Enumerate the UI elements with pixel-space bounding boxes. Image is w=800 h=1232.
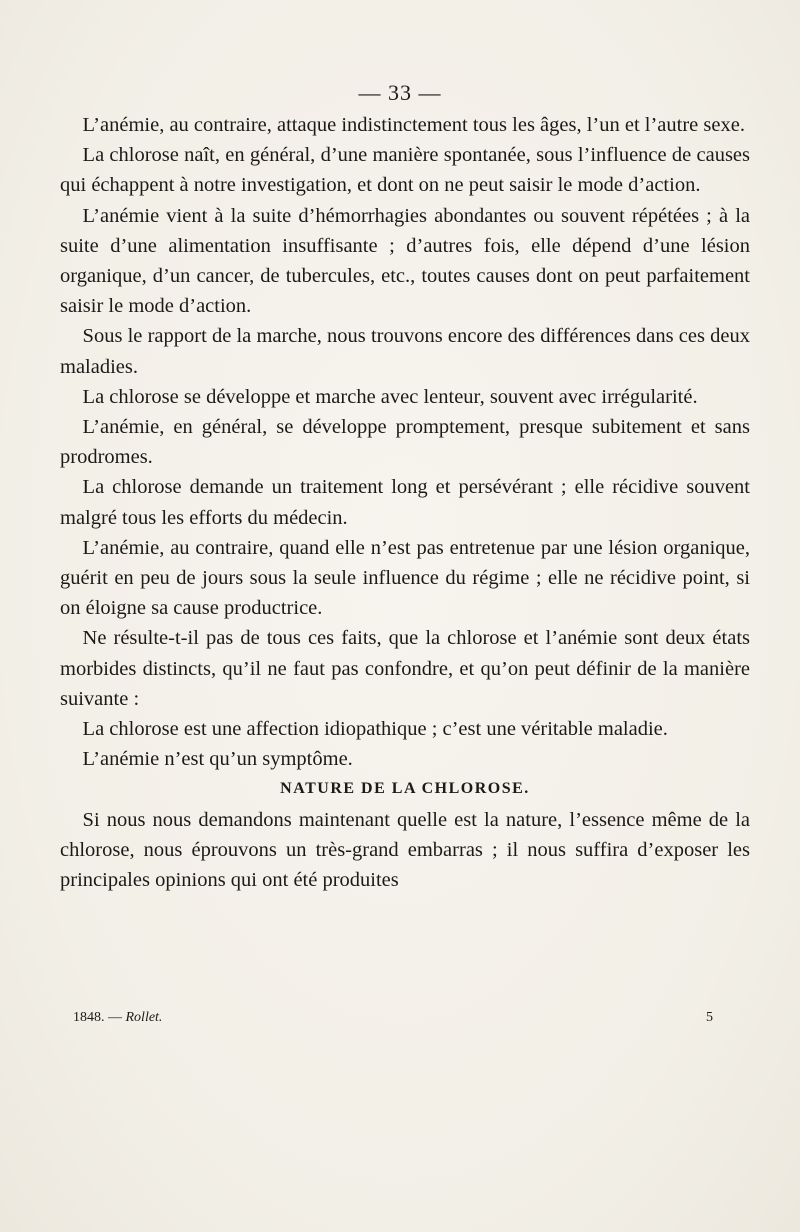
paragraph: La chlorose demande un traitement long et persévérant ; elle récidive souvent malgré tous les efforts du médecin. xyxy=(60,476,750,529)
printer-signature xyxy=(73,1010,162,1026)
paragraph: Sous le rapport de la marche, nous trouvons encore des différences dans ces deux maladies. xyxy=(60,325,750,378)
paragraph: L’anémie vient à la suite d’hémorrhagies abondantes ou souvent répétées ; à la suite d’une alimentation insuffisante ; d’autres fois, elle dépend d’une lésion organique, d’un cancer, de tubercules, etc., toutes causes dont on peut parfaitement saisir le mode d’action. xyxy=(60,204,750,318)
paragraph: L’anémie n’est qu’un symptôme. xyxy=(82,748,353,771)
paragraph: Ne résulte-t-il pas de tous ces faits, que la chlorose et l’anémie sont deux états morbides distincts, qu’il ne faut pas confondre, et qu’on peut définir de la manière suivante : xyxy=(60,627,750,710)
body-text xyxy=(60,110,750,895)
signature-author: Rollet. xyxy=(125,1010,163,1025)
paragraph: L’anémie, en général, se développe promptement, presque subitement et sans prodromes. xyxy=(60,416,750,469)
paragraph: L’anémie, au contraire, quand elle n’est pas entretenue par une lésion organique, guérit en peu de jours sous la seule influence du régime ; elle ne récidive point, si on éloigne sa cause productrice. xyxy=(60,536,750,620)
paragraph: La chlorose est une affection idiopathique ; c’est une véritable maladie. xyxy=(82,718,668,741)
paragraph: Si nous nous demandons maintenant quelle est la nature, l’essence même de la chlorose, nous éprouvons un très-grand embarras ; il nous suffira d’exposer les principales opinions qui ont été produites xyxy=(60,808,750,892)
signature-mark: 5 xyxy=(706,1010,713,1025)
page-number: — 33 — xyxy=(358,80,442,105)
paragraph: L’anémie, au contraire, attaque indistinctement tous les âges, l’un et l’autre sexe. xyxy=(82,114,745,136)
section-title: NATURE DE LA CHLOROSE. xyxy=(280,780,530,798)
paragraph: La chlorose se développe et marche avec lenteur, souvent avec irrégularité. xyxy=(82,385,698,408)
paragraph: La chlorose naît, en général, d’une manière spontanée, sous l’influence de causes qui échappent à notre investigation, et dont on ne peut saisir le mode d’action. xyxy=(60,144,750,197)
page-footer xyxy=(73,1010,713,1026)
signature-year: 1848. — xyxy=(73,1010,122,1025)
